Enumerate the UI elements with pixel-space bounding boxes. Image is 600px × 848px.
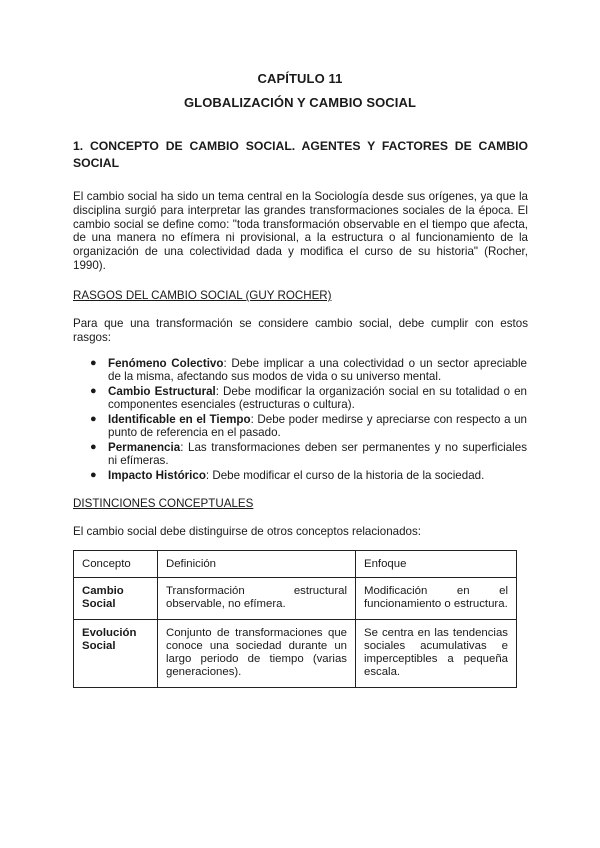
bullet-icon: ●	[90, 469, 97, 481]
list-item	[90, 357, 527, 383]
traits-heading: RASGOS DEL CAMBIO SOCIAL (GUY ROCHER)	[73, 289, 332, 302]
distinctions-intro: El cambio social debe distinguirse de otros conceptos relacionados:	[73, 525, 422, 538]
intro-paragraph: El cambio social ha sido un tema central en la Sociología desde sus orígenes, ya que la disciplina surgió para interpretar las grandes transformaciones sociales de la época. El cambio social se define como: "toda transformación observable en el tiempo que afecta, de una manera no efímera ni provisional, a la estructura o al funcionamiento de la organización de una colectividad dada y modifica el curso de su historia" (Rocher, 1990).	[73, 190, 528, 272]
column-header-definicion: Definición	[158, 551, 356, 578]
trait-text: : Debe modificar el curso de la historia de la sociedad.	[205, 469, 485, 482]
traits-intro: Para que una transformación se considere cambio social, debe cumplir con estos rasgos:	[73, 317, 528, 344]
bullet-icon: ●	[90, 385, 97, 397]
table-cell-definition: Transformación estructural observable, no efímera.	[158, 578, 356, 620]
table-row	[74, 620, 517, 688]
table-cell-focus: Modificación en el funcionamiento o estructura.	[356, 578, 517, 620]
distinctions-table	[73, 550, 517, 688]
trait-term: Cambio Estructural	[108, 385, 216, 398]
trait-term: Identificable en el Tiempo	[108, 413, 251, 426]
table-header-row	[74, 551, 517, 578]
column-header-enfoque: Enfoque	[356, 551, 517, 578]
trait-text: : Debe modificar la organización social en su totalidad o en componentes esenciales (estructuras o cultura).	[108, 385, 527, 412]
list-item	[90, 441, 527, 467]
trait-text: : Debe implicar a una colectividad o un sector apreciable de la misma, afectando sus modos de vida o su universo mental.	[108, 357, 527, 384]
list-item	[90, 385, 527, 411]
section-title: 1. CONCEPTO DE CAMBIO SOCIAL. AGENTES Y FACTORES DE CAMBIO SOCIAL	[73, 139, 528, 170]
trait-text: : Debe poder medirse y apreciarse con respecto a un punto de referencia en el pasado.	[108, 413, 527, 440]
trait-term: Impacto Histórico	[108, 469, 206, 482]
trait-term: Fenómeno Colectivo	[108, 357, 224, 370]
column-header-concepto: Concepto	[74, 551, 158, 578]
trait-term: Permanencia	[108, 441, 181, 454]
distinctions-heading: DISTINCIONES CONCEPTUALES	[73, 497, 254, 510]
traits-list	[90, 357, 527, 484]
table-cell-concept: Evolución Social	[74, 620, 158, 688]
table-cell-definition: Conjunto de transformaciones que conoce una sociedad durante un largo periodo de tiempo (varias generaciones).	[158, 620, 356, 688]
list-item	[90, 469, 527, 482]
list-item	[90, 413, 527, 439]
table-cell-concept: Cambio Social	[74, 578, 158, 620]
chapter-title: GLOBALIZACIÓN Y CAMBIO SOCIAL	[183, 95, 417, 110]
table-row	[74, 578, 517, 620]
bullet-icon: ●	[90, 441, 97, 453]
table-cell-focus: Se centra en las tendencias sociales acumulativas e imperceptibles a pequeña escala.	[356, 620, 517, 688]
bullet-icon: ●	[90, 413, 97, 425]
trait-text: : Las transformaciones deben ser permanentes y no superficiales ni efímeras.	[108, 441, 527, 468]
chapter-number: CAPÍTULO 11	[257, 71, 343, 86]
bullet-icon: ●	[90, 357, 97, 369]
